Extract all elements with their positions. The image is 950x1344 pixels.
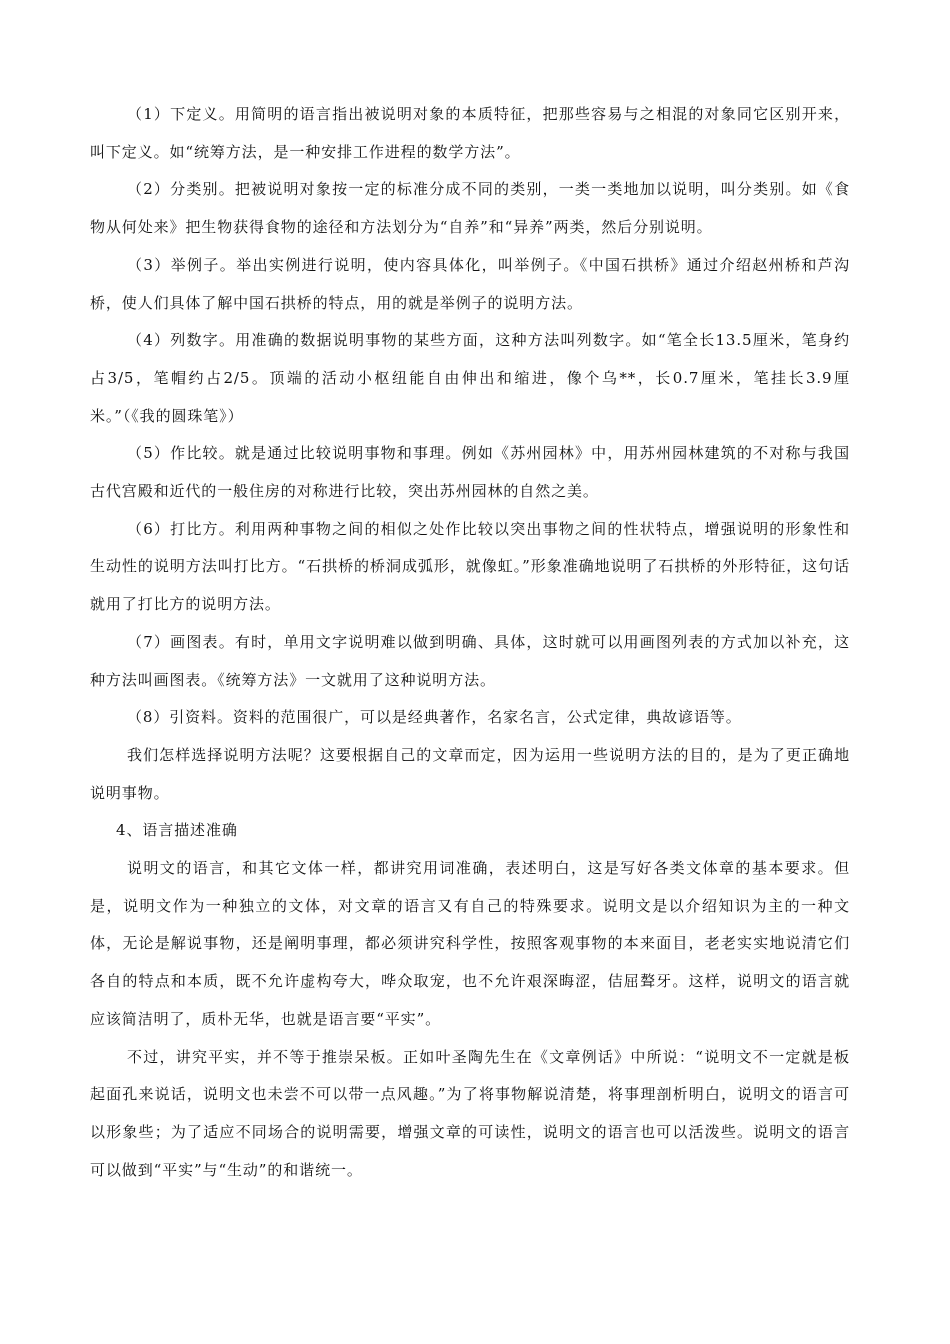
paragraph-charts: （7）画图表。有时，单用文字说明难以做到明确、具体，这时就可以用画图列表的方式加以补充，这种方法叫画图表。《统筹方法》一文就用了这种说明方法。 bbox=[90, 632, 850, 689]
document-body bbox=[90, 96, 850, 1189]
paragraph-language-vividness: 不过，讲究平实，并不等于推崇呆板。正如叶圣陶先生在《文章例话》中所说：“说明文不一定就是板起面孔来说话，说明文也未尝不可以带一点风趣。”为了将事物解说清楚，将事理剖析明白，说明文的语言可以形象些；为了适应不同场合的说明需要，增强文章的可读性，说明文的语言也可以活泼些。说明文的语言可以做到“平实”与“生动”的和谐统一。 bbox=[90, 1047, 850, 1179]
section-heading: 4、语言描述准确 bbox=[116, 821, 238, 840]
paragraph-analogy: （6）打比方。利用两种事物之间的相似之处作比较以突出事物之间的性状特点，增强说明的形象性和生动性的说明方法叫打比方。“石拱桥的桥洞成弧形，就像虹。”形象准确地说明了石拱桥的外形特征，这句话就用了打比方的说明方法。 bbox=[90, 519, 850, 614]
paragraph-examples: （3）举例子。举出实例进行说明，使内容具体化，叫举例子。《中国石拱桥》通过介绍赵州桥和芦沟桥，使人们具体了解中国石拱桥的特点，用的就是举例子的说明方法。 bbox=[90, 255, 850, 312]
paragraph-choosing-methods: 我们怎样选择说明方法呢？这要根据自己的文章而定，因为运用一些说明方法的目的，是为了更正确地说明事物。 bbox=[90, 745, 850, 802]
paragraph-definition: （1）下定义。用简明的语言指出被说明对象的本质特征，把那些容易与之相混的对象同它区别开来，叫下定义。如“统筹方法，是一种安排工作进程的数学方法”。 bbox=[90, 105, 850, 161]
paragraph-language-requirements: 说明文的语言，和其它文体一样，都讲究用词准确，表述明白，这是写好各类文体章的基本要求。但是，说明文作为一种独立的文体，对文章的语言又有自己的特殊要求。说明文是以介绍知识为主的一种文体，无论是解说事物，还是阐明事理，都必须讲究科学性，按照客观事物的本来面目，老老实实地说清它们各自的特点和本质，既不允许虚构夸大，哗众取宠，也不允许艰深晦涩，佶屈聱牙。这样，说明文的语言就应该简洁明了，质朴无华，也就是语言要“平实”。 bbox=[90, 859, 850, 1028]
paragraph-citations: （8）引资料。资料的范围很广，可以是经典著作，名家名言，公式定律，典故谚语等。 bbox=[127, 708, 742, 727]
paragraph-classification: （2）分类别。把被说明对象按一定的标准分成不同的类别，一类一类地加以说明，叫分类别。如《食物从何处来》把生物获得食物的途径和方法划分为“自养”和“异养”两类，然后分别说明。 bbox=[90, 180, 850, 237]
paragraph-comparison: （5）作比较。就是通过比较说明事物和事理。例如《苏州园林》中，用苏州园林建筑的不对称与我国古代宫殿和近代的一般住房的对称进行比较，突出苏州园林的自然之美。 bbox=[90, 444, 850, 501]
paragraph-numbers: （4）列数字。用准确的数据说明事物的某些方面，这种方法叫列数字。如“笔全长13.5厘米，笔身约占3/5，笔帽约占2/5。顶端的活动小枢纽能自由伸出和缩进，像个乌**，长0.7厘米，笔挂长3.9厘米。”（《我的圆珠笔》） bbox=[90, 331, 850, 425]
